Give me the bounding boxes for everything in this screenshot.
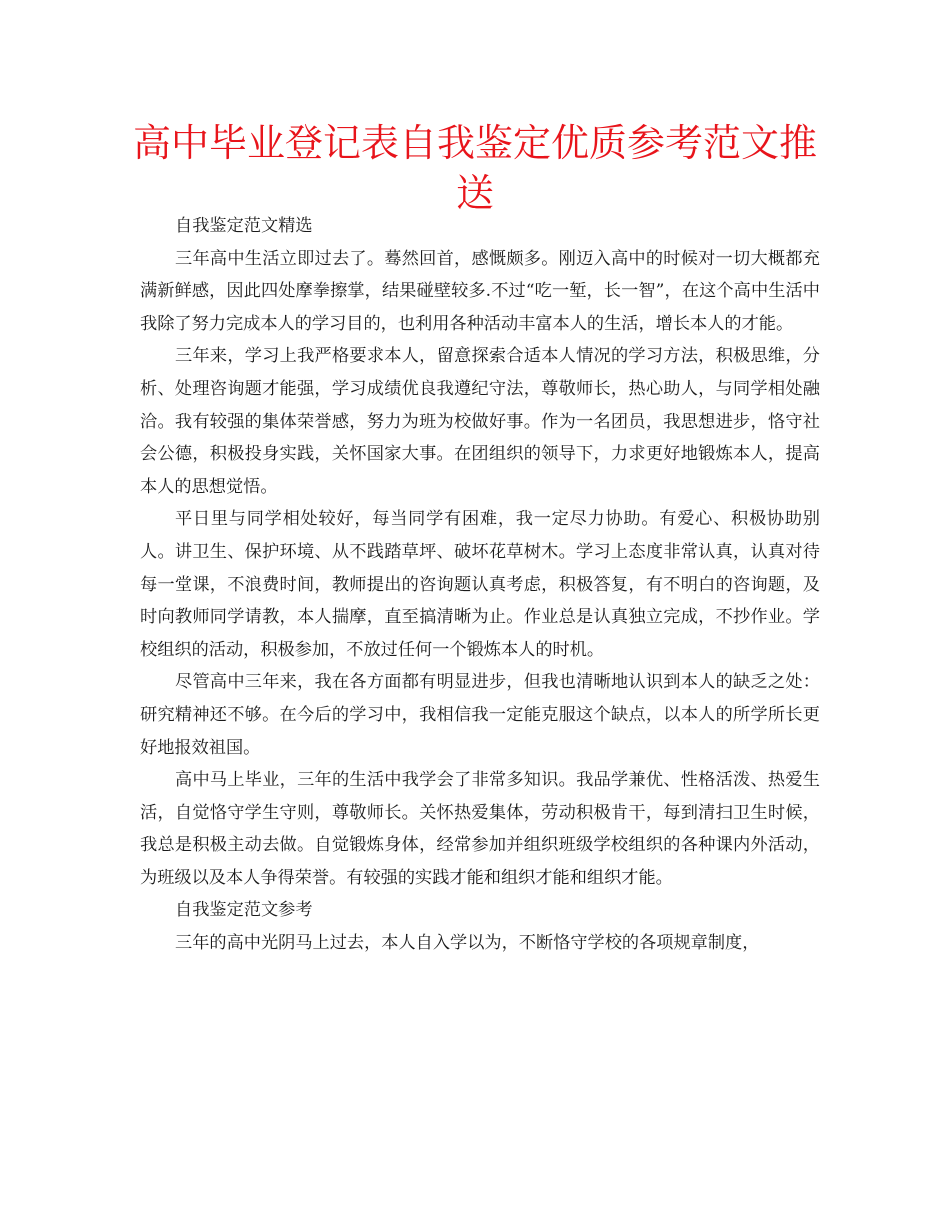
section-heading: 自我鉴定范文参考: [175, 900, 313, 921]
paragraph: 三年来，学习上我严格要求本人，留意探索合适本人情况的学习方法，积极思维，分析、处理咨询题才能强，学习成绩优良我遵纪守法，尊敬师长，热心助人，与同学相处融洽。我有较强的集体荣誉感，努力为班为校做好事。作为一名团员，我思想进步，恪守社会公德，积极投身实践，关怀国家大事。在团组织的领导下，力求更好地锻炼本人，提高本人的思想觉悟。: [140, 346, 820, 497]
paragraph: 三年的高中光阴马上过去，本人自入学以为，不断恪守学校的各项规章制度，: [175, 933, 760, 954]
section-heading: 自我鉴定范文精选: [175, 216, 313, 236]
paragraph: 尽管高中三年来，我在各方面都有明显进步，但我也清晰地认识到本人的缺乏之处：研究精神还不够。在今后的学习中，我相信我一定能克服这个缺点，以本人的所学所长更好地报效祖国。: [140, 672, 820, 758]
paragraph: 高中马上毕业，三年的生活中我学会了非常多知识。我品学兼优、性格活泼、热爱生活，自觉恪守学生守则，尊敬师长。关怀热爱集体，劳动积极肯干，每到清扫卫生时候，我总是积极主动去做。自觉锻炼身体，经常参加并组织班级学校组织的各种课内外活动，为班级以及本人争得荣誉。有较强的实践才能和组织才能和组织才能。: [140, 770, 820, 888]
document-title: 高中毕业登记表自我鉴定优质参考范文推送: [132, 121, 817, 215]
document-body: [140, 210, 820, 960]
paragraph: 三年高中生活立即过去了。蓦然回首，感慨颇多。刚迈入高中的时候对一切大概都充满新鲜感，因此四处摩拳擦掌，结果碰壁较多.不过“吃一堑，长一智”，在这个高中生活中我除了努力完成本人的学习目的，也利用各种活动丰富本人的生活，增长本人的才能。: [140, 248, 820, 334]
paragraph: 平日里与同学相处较好，每当同学有困难，我一定尽力协助。有爱心、积极协助别人。讲卫生、保护环境、从不践踏草坪、破坏花草树木。学习上态度非常认真，认真对待每一堂课，不浪费时间，教师提出的咨询题认真考虑，积极答复，有不明白的咨询题，及时向教师同学请教，本人揣摩，直至搞清晰为止。作业总是认真独立完成，不抄作业。学校组织的活动，积极参加，不放过任何一个锻炼本人的时机。: [140, 509, 820, 660]
